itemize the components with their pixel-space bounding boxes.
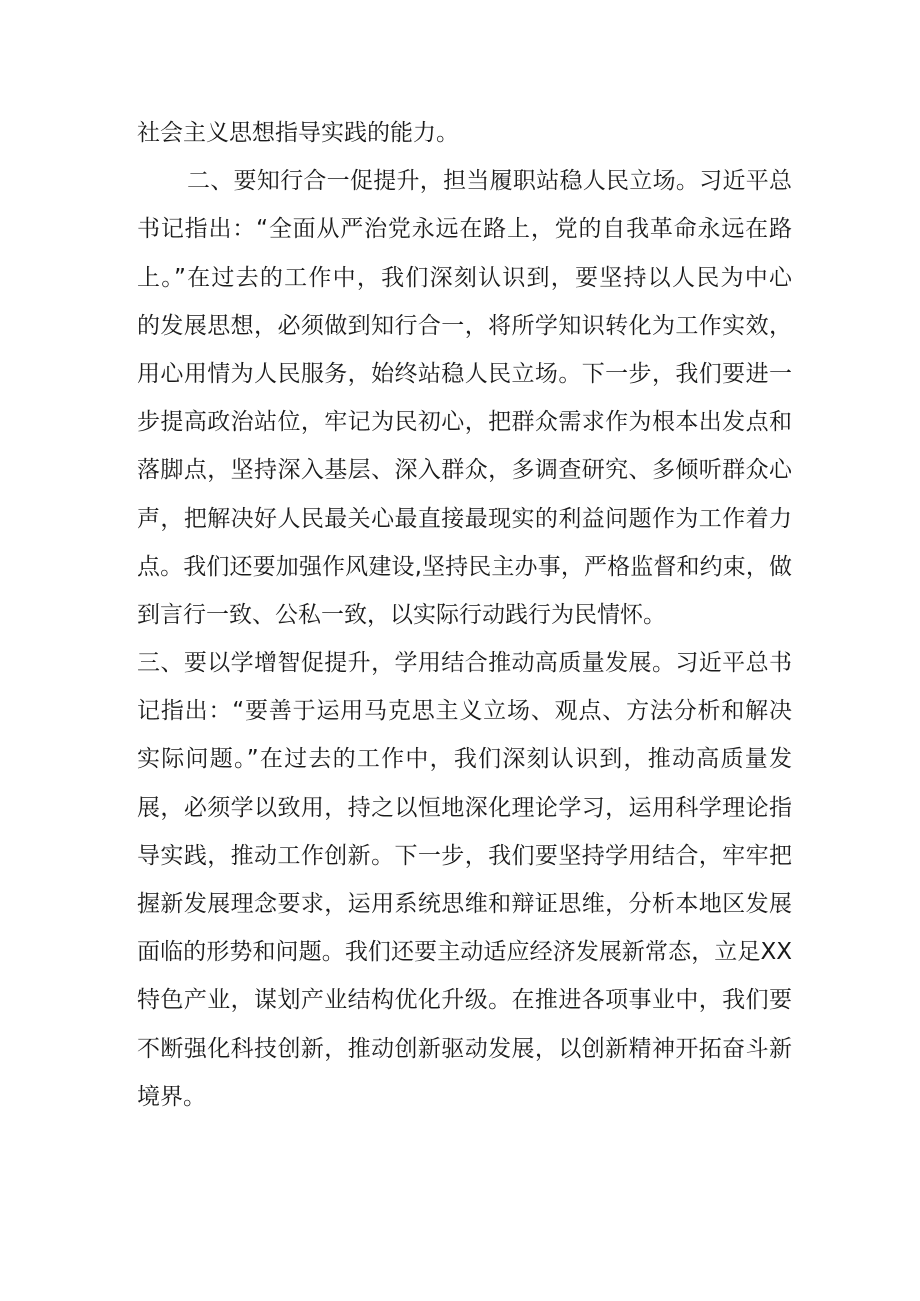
text-line: 声，把解决好人民最关心最直接最现实的利益问题作为工作着力 bbox=[137, 505, 792, 532]
text-line: 落脚点，坚持深入基层、深入群众，多调查研究、多倾听群众心 bbox=[137, 457, 792, 484]
text-line: 特色产业，谋划产业结构优化升级。在推进各项事业中，我们要 bbox=[137, 987, 792, 1014]
text-line: 面临的形势和问题。我们还要主动适应经济发展新常态，立足XX bbox=[137, 939, 792, 966]
section-heading-line: 二、要知行合一促提升，担当履职站稳人民立场。习近平总 bbox=[187, 168, 792, 195]
text-line: 书记指出：“全面从严治党永远在路上，党的自我革命永远在路 bbox=[137, 216, 792, 243]
text-line: 实际问题。”在过去的工作中，我们深刻认识到，推动高质量发 bbox=[137, 746, 792, 773]
text-line: 的发展思想，必须做到知行合一，将所学知识转化为工作实效， bbox=[137, 312, 792, 339]
text-line: 不断强化科技创新，推动创新驱动发展，以创新精神开拓奋斗新 bbox=[137, 1035, 792, 1062]
document-body bbox=[137, 109, 792, 1121]
text-line: 社会主义思想指导实践的能力。 bbox=[137, 120, 459, 146]
text-line: 用心用情为人民服务，始终站稳人民立场。下一步，我们要进一 bbox=[137, 360, 792, 387]
text-line: 握新发展理念要求，运用系统思维和辩证思维，分析本地区发展 bbox=[137, 891, 792, 917]
text-line: 点。我们还要加强作风建设,坚持民主办事，严格监督和约束，做 bbox=[137, 553, 792, 580]
text-line: 境界。 bbox=[137, 1083, 206, 1110]
section-heading-line: 三、要以学增智促提升，学用结合推动高质量发展。习近平总书 bbox=[137, 650, 792, 677]
text-line: 到言行一致、公私一致，以实际行动践行为民情怀。 bbox=[137, 601, 666, 628]
text-line: 上。”在过去的工作中，我们深刻认识到，要坚持以人民为中心 bbox=[137, 264, 792, 291]
text-line: 步提高政治站位，牢记为民初心，把群众需求作为根本出发点和 bbox=[137, 409, 792, 436]
text-line: 导实践，推动工作创新。下一步，我们要坚持学用结合，牢牢把 bbox=[137, 842, 792, 869]
text-line: 展，必须学以致用，持之以恒地深化理论学习，运用科学理论指 bbox=[137, 794, 792, 821]
text-line: 记指出：“要善于运用马克思主义立场、观点、方法分析和解决 bbox=[137, 698, 792, 725]
